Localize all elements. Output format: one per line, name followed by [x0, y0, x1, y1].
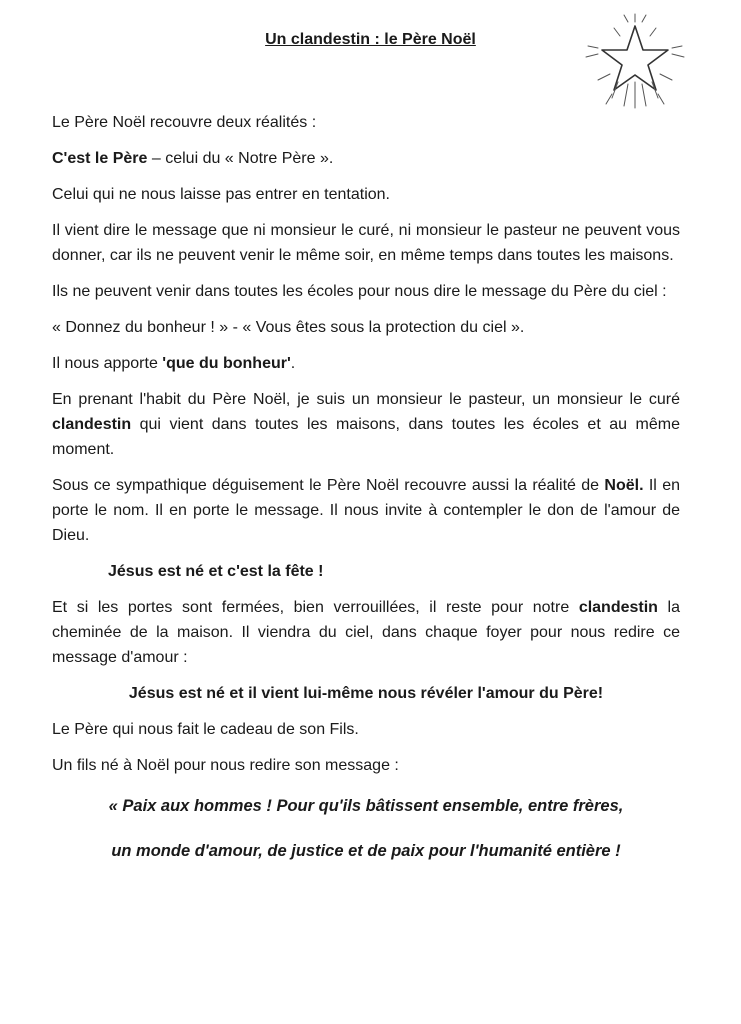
paragraph-7-end: .: [290, 355, 296, 372]
paragraph-4: Il vient dire le message que ni monsieur le curé, ni monsieur le pasteur ne peuvent vous donner, car ils ne peuvent venir le même soir, en même temps dans toutes les maisons.: [52, 222, 680, 264]
paragraph-11-text: Et si les portes sont fermées, bien verrouillées, il reste pour notre: [52, 599, 579, 616]
paragraph-9: [52, 473, 680, 548]
paragraph-7-bold: 'que du bonheur': [162, 355, 291, 372]
paragraph-10: [52, 559, 680, 584]
document-body: [52, 110, 680, 882]
page-title: Un clandestin : le Père Noël: [265, 31, 476, 48]
paragraph-1: Le Père Noël recouvre deux réalités :: [52, 114, 317, 131]
paragraph-8-end: qui vient dans toutes les maisons, dans toutes les écoles et au même moment.: [52, 416, 680, 458]
paragraph-13: Le Père qui nous fait le cadeau de son Fils.: [52, 721, 359, 738]
star-icon: [580, 12, 690, 112]
paragraph-5: Ils ne peuvent venir dans toutes les écoles pour nous dire le message du Père du ciel :: [52, 283, 667, 300]
paragraph-9-end: Il en porte le nom. Il en porte le message. Il nous invite à contempler le don de l'amour de Dieu.: [52, 477, 680, 544]
paragraph-11-end: la cheminée de la maison. Il viendra du ciel, dans chaque foyer pour nous redire ce message d'amour :: [52, 599, 680, 666]
closing-quote-line-2: un monde d'amour, de justice et de paix pour l'humanité entière !: [111, 842, 621, 860]
paragraph-8-bold: clandestin: [52, 416, 132, 433]
paragraph-9-bold: Noël.: [604, 477, 644, 494]
paragraph-11: [52, 595, 680, 670]
paragraph-8-text: En prenant l'habit du Père Noël, je suis un monsieur le pasteur, un monsieur le curé: [52, 391, 680, 408]
paragraph-2-bold: C'est le Père: [52, 150, 148, 167]
paragraph-8: [52, 387, 680, 462]
paragraph-12: [52, 681, 680, 706]
closing-quote-line-1: « Paix aux hommes ! Pour qu'ils bâtissent ensemble, entre frères,: [108, 797, 624, 815]
paragraph-7-text: Il nous apporte: [52, 355, 163, 372]
paragraph-6: « Donnez du bonheur ! » - « Vous êtes sous la protection du ciel ».: [52, 319, 525, 336]
paragraph-3: Celui qui ne nous laisse pas entrer en tentation.: [52, 186, 390, 203]
paragraph-14: Un fils né à Noël pour nous redire son message :: [52, 757, 399, 774]
paragraph-2-text: – celui du « Notre Père ».: [147, 150, 334, 167]
paragraph-12-bold: Jésus est né et il vient lui-même nous révéler l'amour du Père!: [128, 685, 604, 702]
paragraph-9-text: Sous ce sympathique déguisement le Père Noël recouvre aussi la réalité de: [52, 477, 605, 494]
paragraph-10-bold: Jésus est né et c'est la fête !: [108, 563, 324, 580]
paragraph-2: [52, 146, 680, 171]
paragraph-11-bold: clandestin: [578, 599, 658, 616]
paragraph-7: [52, 351, 680, 376]
